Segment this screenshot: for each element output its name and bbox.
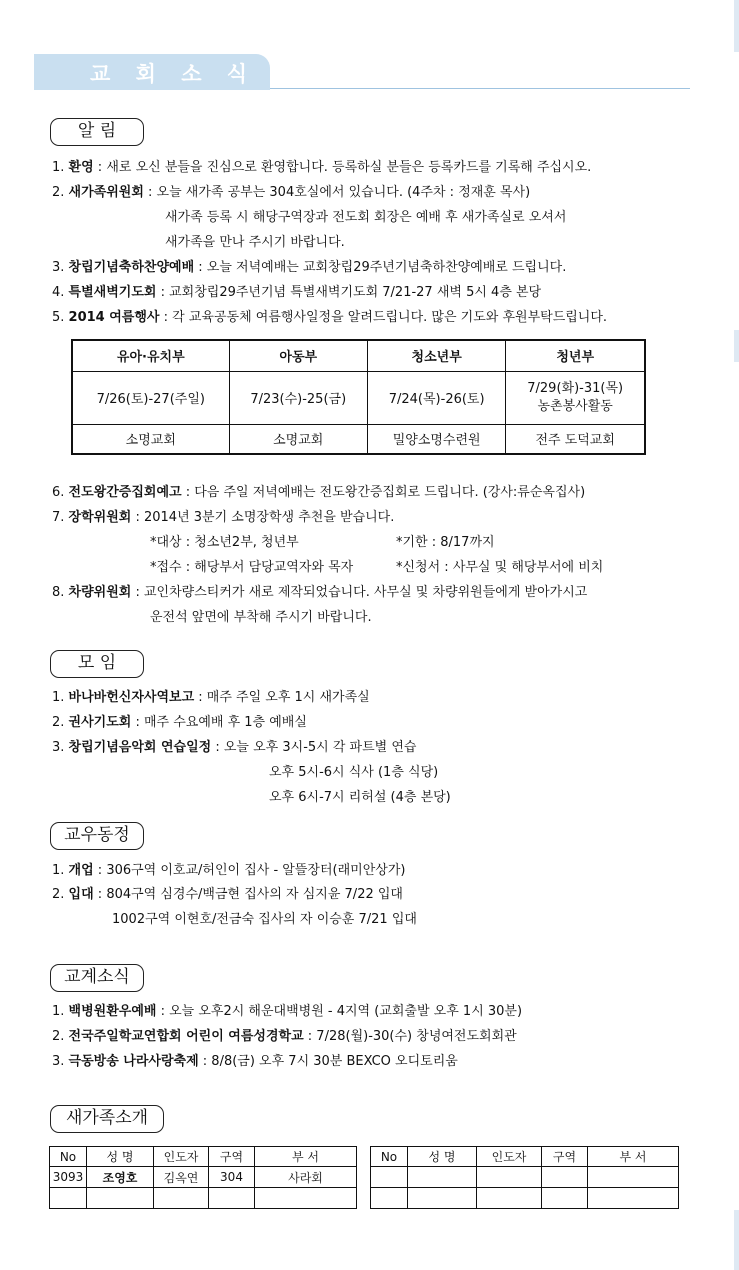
table-cell bbox=[87, 1188, 154, 1209]
section-heading-meetings: 모 임 bbox=[50, 650, 144, 678]
section-heading-new-family: 새가족소개 bbox=[50, 1105, 164, 1133]
page-edge-strip bbox=[734, 1210, 739, 1270]
page-edge-strip bbox=[734, 0, 739, 52]
announcement-continuation: 새가족 등록 시 해당구역장과 전도회 회장은 예배 후 새가족실로 오셔서 bbox=[165, 210, 567, 225]
denomination-news-item: 2. 전국주일학교연합회 어린이 여름성경학교 : 7/28(월)-30(수) 창녕여전도회회관 bbox=[52, 1029, 517, 1044]
table-row bbox=[50, 1188, 357, 1209]
table-header-cell: No bbox=[50, 1147, 87, 1167]
table-header-cell: No bbox=[371, 1147, 408, 1167]
table-cell: 밀양소명수련원 bbox=[367, 424, 505, 454]
denomination-news-item: 3. 극동방송 나라사랑축제 : 8/8(금) 오후 7시 30분 BEXCO 오디토리움 bbox=[52, 1054, 458, 1069]
section-heading-announcements: 알 림 bbox=[50, 118, 144, 146]
scholarship-deadline: *기한 : 8/17까지 bbox=[396, 535, 495, 550]
table-header-row bbox=[371, 1147, 679, 1167]
table-cell bbox=[506, 371, 645, 424]
section-heading-members: 교우동정 bbox=[50, 822, 144, 850]
table-header-cell: 성 명 bbox=[87, 1147, 154, 1167]
table-cell: 조영호 bbox=[87, 1167, 154, 1188]
meeting-schedule-continuation: 오후 6시-7시 리허설 (4층 본당) bbox=[269, 790, 451, 805]
member-news-item: 1. 개업 : 306구역 이호교/허인이 집사 - 알뜰장터(래미안상가) bbox=[52, 863, 406, 878]
table-cell bbox=[542, 1167, 588, 1188]
table-cell bbox=[477, 1188, 542, 1209]
table-cell bbox=[588, 1167, 679, 1188]
table-cell: 김옥연 bbox=[154, 1167, 209, 1188]
table-row bbox=[72, 424, 645, 454]
table-header-cell: 청소년부 bbox=[367, 340, 505, 371]
section-heading-denomination: 교계소식 bbox=[50, 964, 144, 992]
table-cell bbox=[50, 1188, 87, 1209]
announcement-item: 3. 창립기념축하찬양예배 : 오늘 저녁예배는 교회창립29주년기념축하찬양예배로 드립니다. bbox=[52, 260, 567, 275]
table-cell-note: 농촌봉사활동 bbox=[537, 398, 613, 414]
table-cell: 소명교회 bbox=[72, 424, 229, 454]
table-cell-date: 7/29(화)-31(목) bbox=[527, 380, 624, 396]
table-header-cell: 구역 bbox=[542, 1147, 588, 1167]
table-cell: 전주 도덕교회 bbox=[506, 424, 645, 454]
meeting-schedule-continuation: 오후 5시-6시 식사 (1층 식당) bbox=[269, 765, 439, 780]
table-header-cell: 부 서 bbox=[588, 1147, 679, 1167]
table-cell bbox=[408, 1188, 477, 1209]
table-cell bbox=[477, 1167, 542, 1188]
table-header-cell: 성 명 bbox=[408, 1147, 477, 1167]
table-header-cell: 구역 bbox=[209, 1147, 255, 1167]
new-family-table-right bbox=[370, 1146, 679, 1209]
announcement-item: 8. 차량위원회 : 교인차량스티커가 새로 제작되었습니다. 사무실 및 차량위원들에게 받아가시고 bbox=[52, 585, 588, 600]
table-cell: 7/24(목)-26(토) bbox=[367, 371, 505, 424]
table-cell bbox=[209, 1188, 255, 1209]
header-divider bbox=[270, 88, 690, 89]
announcement-item: 1. 환영 : 새로 오신 분들을 진심으로 환영합니다. 등록하실 분들은 등록카드를 기록해 주십시오. bbox=[52, 160, 592, 175]
table-cell bbox=[588, 1188, 679, 1209]
meeting-item: 2. 권사기도회 : 매주 수요예배 후 1층 예배실 bbox=[52, 715, 307, 730]
summer-events-table bbox=[71, 339, 646, 455]
table-row bbox=[371, 1167, 679, 1188]
table-header-row bbox=[50, 1147, 357, 1167]
member-news-continuation: 1002구역 이현호/전금숙 집사의 자 이승훈 7/21 입대 bbox=[112, 912, 417, 927]
table-cell bbox=[371, 1188, 408, 1209]
meeting-item: 3. 창립기념음악회 연습일정 : 오늘 오후 3시-5시 각 파트별 연습 bbox=[52, 740, 417, 755]
scholarship-receipt: *접수 : 해당부서 담당교역자와 목자 bbox=[150, 560, 354, 575]
table-header-cell: 청년부 bbox=[506, 340, 645, 371]
table-cell: 7/23(수)-25(금) bbox=[229, 371, 367, 424]
table-cell: 3093 bbox=[50, 1167, 87, 1188]
announcement-item: 6. 전도왕간증집회예고 : 다음 주일 저녁예배는 전도왕간증집회로 드립니다. (강사:류순옥집사) bbox=[52, 485, 586, 500]
table-cell bbox=[408, 1167, 477, 1188]
table-cell: 사라회 bbox=[255, 1167, 357, 1188]
announcement-item: 4. 특별새벽기도회 : 교회창립29주년기념 특별새벽기도회 7/21-27 새벽 5시 4층 본당 bbox=[52, 285, 542, 300]
table-cell bbox=[542, 1188, 588, 1209]
scholarship-application: *신청서 : 사무실 및 해당부서에 비치 bbox=[396, 560, 604, 575]
table-row bbox=[50, 1167, 357, 1188]
meeting-item: 1. 바나바헌신자사역보고 : 매주 주일 오후 1시 새가족실 bbox=[52, 690, 370, 705]
table-row bbox=[371, 1188, 679, 1209]
announcement-item: 7. 장학위원회 : 2014년 3분기 소명장학생 추천을 받습니다. bbox=[52, 510, 395, 525]
announcement-item: 5. 2014 여름행사 : 각 교육공동체 여름행사일정을 알려드립니다. 많은 기도와 후원부탁드립니다. bbox=[52, 310, 608, 325]
table-header-cell: 인도자 bbox=[154, 1147, 209, 1167]
announcement-item: 2. 새가족위원회 : 오늘 새가족 공부는 304호실에서 있습니다. (4주차 : 정재훈 목사) bbox=[52, 185, 531, 200]
table-header-row bbox=[72, 340, 645, 371]
announcement-continuation: 새가족을 만나 주시기 바랍니다. bbox=[165, 235, 345, 250]
table-header-cell: 부 서 bbox=[255, 1147, 357, 1167]
table-cell bbox=[154, 1188, 209, 1209]
page-edge-strip bbox=[734, 330, 739, 362]
table-cell bbox=[371, 1167, 408, 1188]
new-family-table-left bbox=[49, 1146, 357, 1209]
table-cell: 소명교회 bbox=[229, 424, 367, 454]
page-title: 교 회 소 식 bbox=[90, 62, 257, 86]
denomination-news-item: 1. 백병원환우예배 : 오늘 오후2시 해운대백병원 - 4지역 (교회출발 오후 1시 30분) bbox=[52, 1004, 523, 1019]
table-header-cell: 인도자 bbox=[477, 1147, 542, 1167]
table-cell: 304 bbox=[209, 1167, 255, 1188]
table-cell: 7/26(토)-27(주일) bbox=[72, 371, 229, 424]
table-header-cell: 아동부 bbox=[229, 340, 367, 371]
table-header-cell: 유아·유치부 bbox=[72, 340, 229, 371]
scholarship-target: *대상 : 청소년2부, 청년부 bbox=[150, 535, 299, 550]
table-row bbox=[72, 371, 645, 424]
table-cell bbox=[255, 1188, 357, 1209]
announcement-continuation: 운전석 앞면에 부착해 주시기 바랍니다. bbox=[150, 610, 372, 625]
member-news-item: 2. 입대 : 804구역 심경수/백금현 집사의 자 심지윤 7/22 입대 bbox=[52, 887, 403, 902]
